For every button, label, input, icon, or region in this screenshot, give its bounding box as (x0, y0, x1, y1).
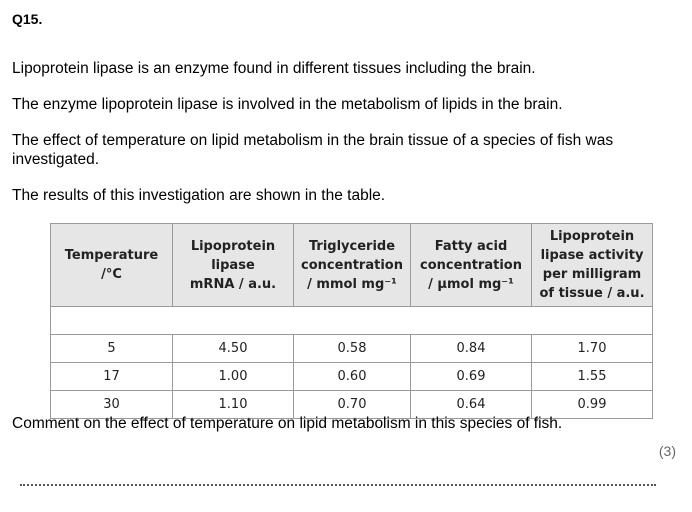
intro-paragraph-4: The results of this investigation are shown in the table. (12, 187, 386, 204)
cell-triglyceride: 0.58 (294, 335, 411, 363)
header-temperature (51, 224, 173, 307)
header-lpl-activity (532, 224, 653, 307)
intro-paragraph-3: The effect of temperature on lipid metabolism in the brain tissue of a species of fish was investigated. (12, 132, 614, 168)
header-lpl-mrna (173, 224, 294, 307)
cell-lpl-activity: 0.99 (532, 391, 653, 419)
header-triglyceride (294, 224, 411, 307)
table-header-row (51, 224, 653, 307)
cell-fatty-acid: 0.84 (411, 335, 532, 363)
cell-lpl-mrna: 1.10 (173, 391, 294, 419)
cell-triglyceride: 0.60 (294, 363, 411, 391)
header-lpl-mrna-text: Lipoprotein lipase mRNA / a.u. (189, 238, 277, 292)
cell-lpl-activity: 1.55 (532, 363, 653, 391)
header-temperature-text: Temperature /°C (64, 248, 159, 282)
answer-line[interactable] (20, 476, 656, 486)
cell-fatty-acid: 0.64 (411, 391, 532, 419)
header-spacer (51, 307, 653, 335)
cell-temperature: 5 (51, 335, 173, 363)
cell-temperature: 30 (51, 391, 173, 419)
intro-paragraph-1: Lipoprotein lipase is an enzyme found in different tissues including the brain. (12, 60, 536, 77)
cell-lpl-mrna: 4.50 (173, 335, 294, 363)
marks-indicator: (3) (658, 443, 676, 459)
cell-lpl-mrna: 1.00 (173, 363, 294, 391)
header-lpl-activity-text: Lipoprotein lipase activity per milligram of tissue / a.u. (539, 229, 645, 301)
cell-temperature: 17 (51, 363, 173, 391)
intro-paragraph-2: The enzyme lipoprotein lipase is involved in the metabolism of lipids in the brain. (12, 96, 563, 113)
cell-lpl-activity: 1.70 (532, 335, 653, 363)
cell-triglyceride: 0.70 (294, 391, 411, 419)
header-triglyceride-text: Triglyceride concentration / mmol mg⁻¹ (301, 238, 403, 292)
cell-fatty-acid: 0.69 (411, 363, 532, 391)
question-number: Q15. (12, 11, 43, 27)
results-table (50, 223, 653, 419)
header-fatty-acid-text: Fatty acid concentration / µmol mg⁻¹ (420, 238, 522, 292)
header-fatty-acid (411, 224, 532, 307)
question-prompt: Comment on the effect of temperature on lipid metabolism in this species of fish. (12, 415, 563, 432)
table-row (51, 363, 653, 391)
table-row (51, 335, 653, 363)
